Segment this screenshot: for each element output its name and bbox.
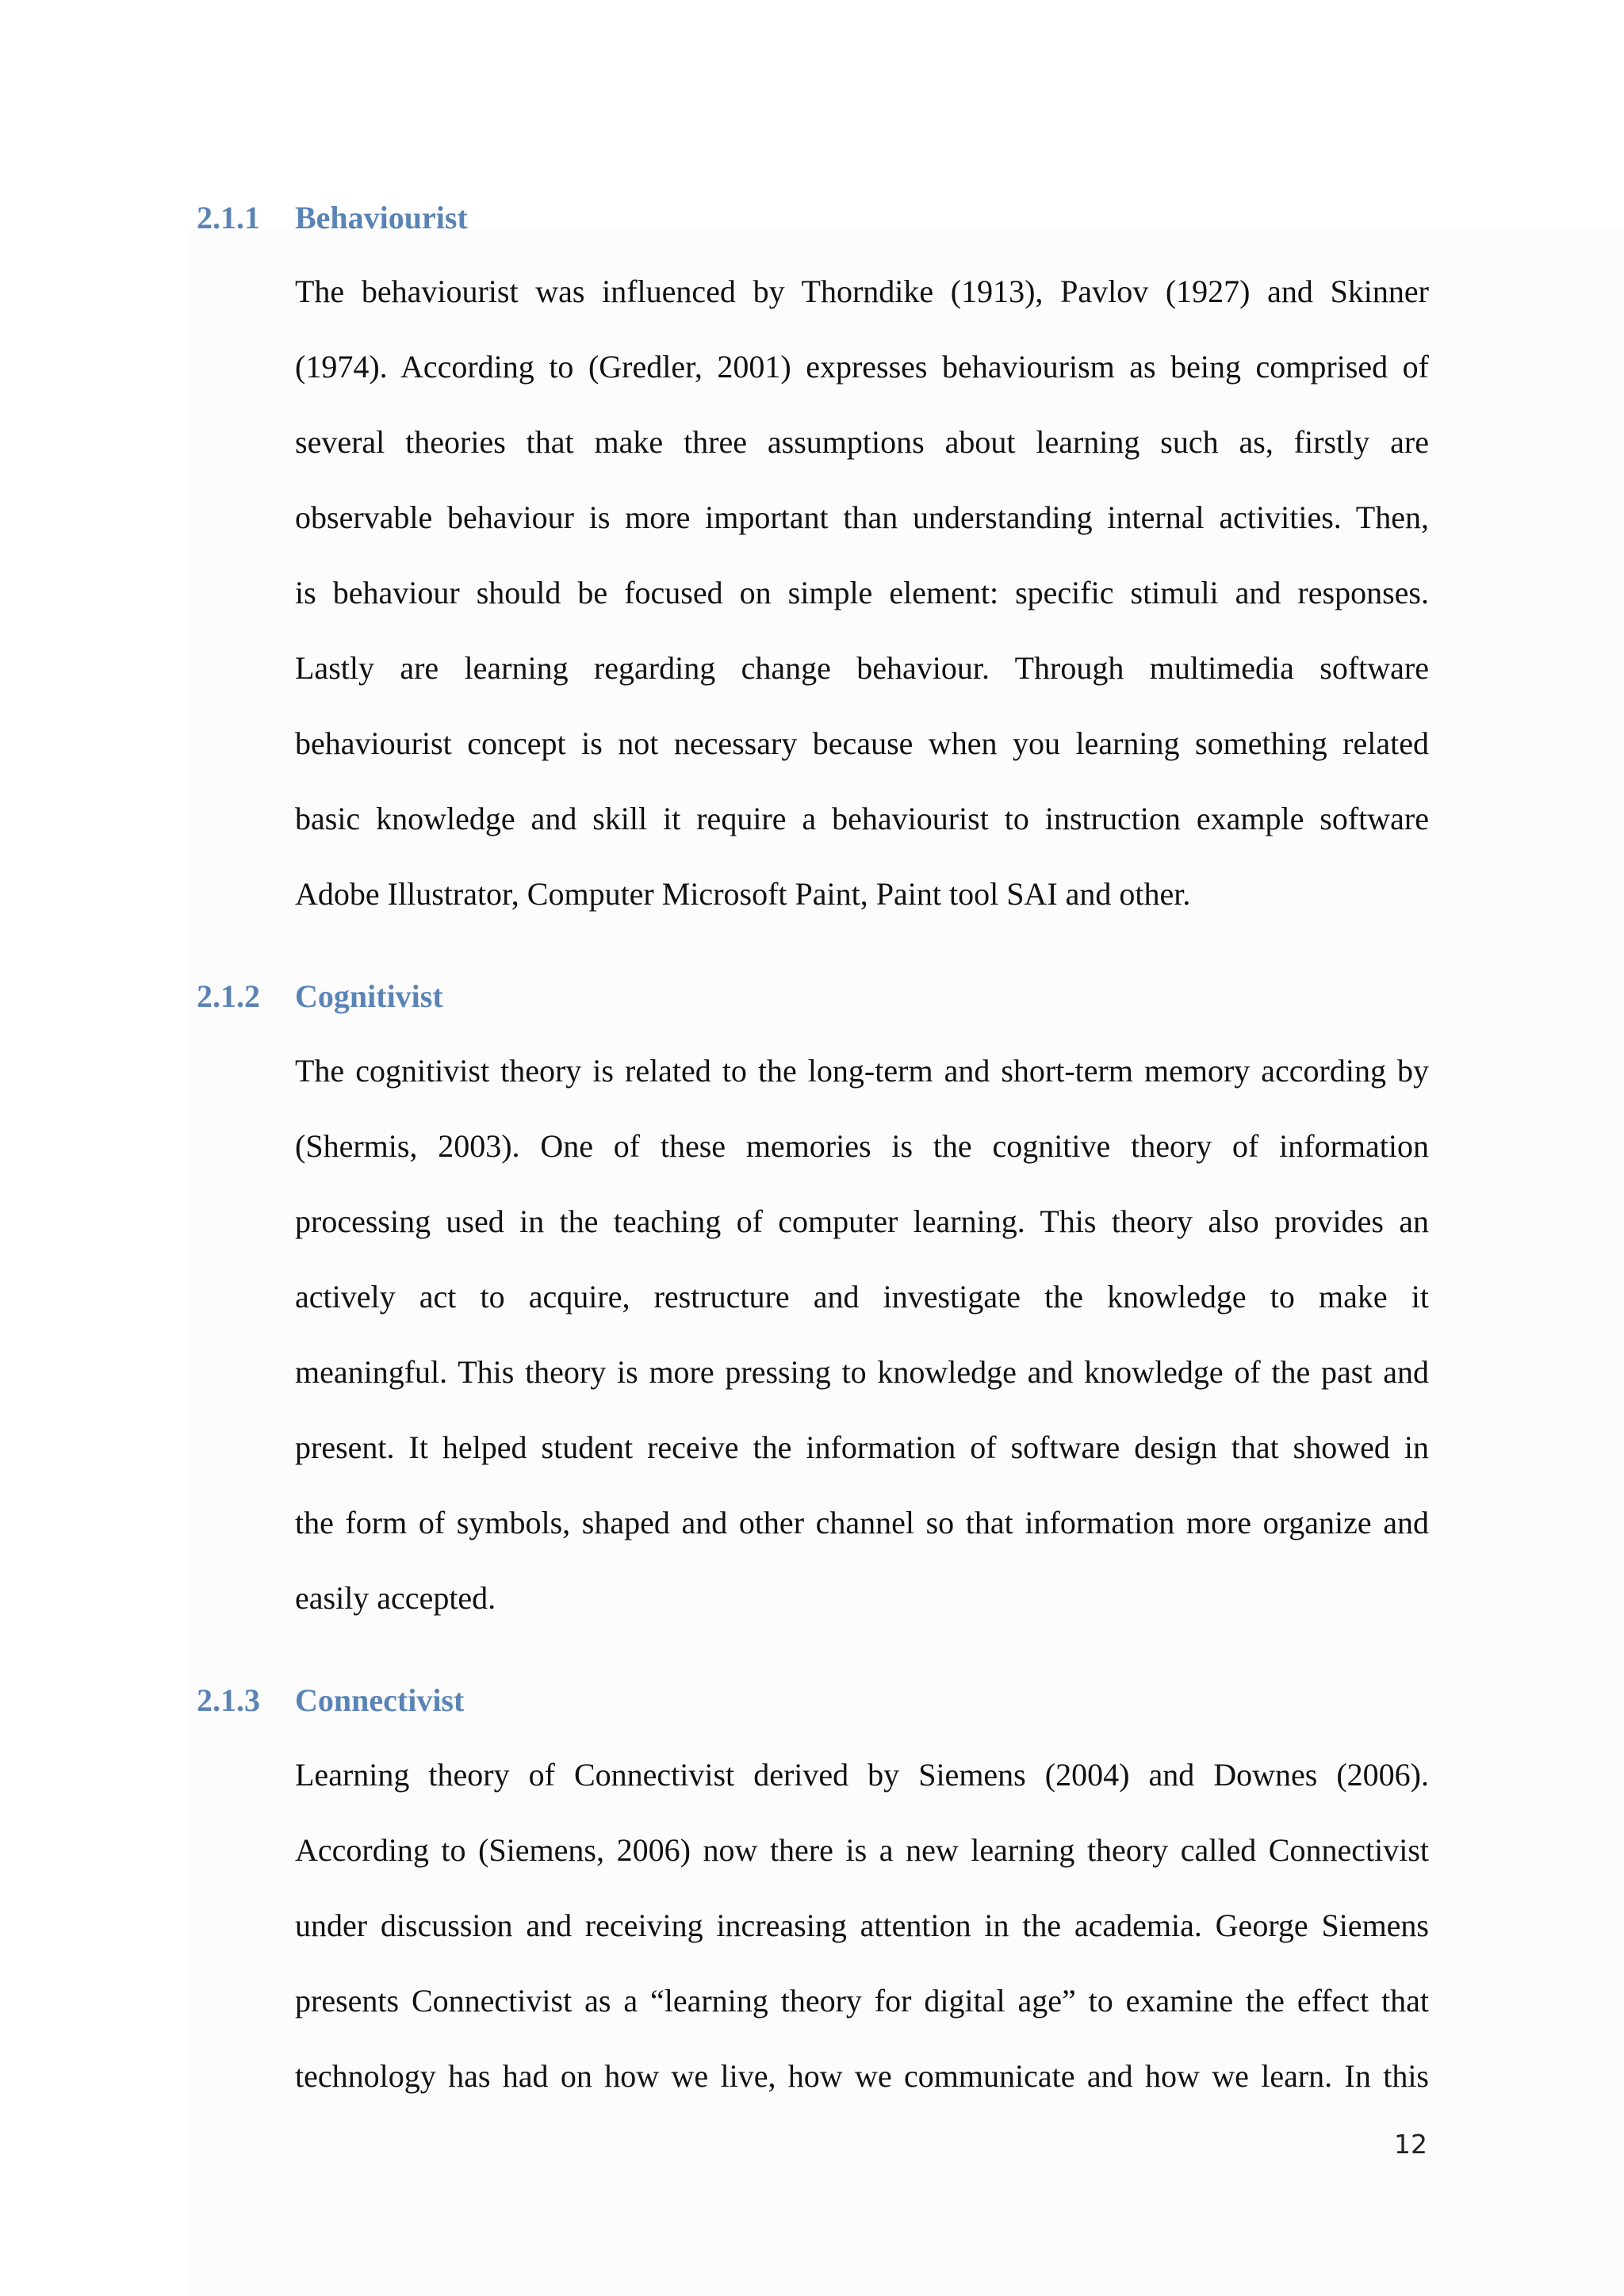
paragraph-line: observable behaviour is more important than understanding internal activities. Then,: [295, 499, 1429, 535]
section-title: Connectivist: [295, 1682, 465, 1718]
paragraph-line: (Shermis, 2003). One of these memories is the cognitive theory of information: [295, 1128, 1429, 1164]
section-heading: [197, 972, 443, 1020]
paragraph-line: (1974). According to (Gredler, 2001) expresses behaviourism as being comprised of: [295, 349, 1429, 385]
section-title: Cognitivist: [295, 978, 443, 1014]
paragraph-line: under discussion and receiving increasing attention in the academia. George Siemens: [295, 1908, 1429, 1943]
paragraph-line: processing used in the teaching of computer learning. This theory also provides an: [295, 1203, 1429, 1239]
section-title: Behaviourist: [295, 199, 468, 235]
section-heading: [197, 193, 468, 241]
paragraph-line: present. It helped student receive the information of software design that showed in: [295, 1429, 1429, 1465]
paragraph-line: meaningful. This theory is more pressing to knowledge and knowledge of the past and: [295, 1354, 1429, 1390]
paragraph-line: basic knowledge and skill it require a behaviourist to instruction example software: [295, 801, 1429, 836]
section-heading: [197, 1676, 464, 1724]
paragraph-line: the form of symbols, shaped and other channel so that information more organize and: [295, 1505, 1429, 1540]
paragraph-line: Learning theory of Connectivist derived by Siemens (2004) and Downes (2006).: [295, 1757, 1429, 1793]
paragraph-line: Adobe Illustrator, Computer Microsoft Paint, Paint tool SAI and other.: [295, 876, 1191, 912]
page-number: 12: [1394, 2129, 1427, 2160]
paragraph-line: several theories that make three assumptions about learning such as, firstly are: [295, 424, 1429, 460]
paragraph-line: behaviourist concept is not necessary because when you learning something related: [295, 725, 1429, 761]
section-number: 2.1.2: [197, 978, 260, 1014]
paragraph-line: The behaviourist was influenced by Thorndike (1913), Pavlov (1927) and Skinner: [295, 274, 1429, 309]
paragraph-line: actively act to acquire, restructure and investigate the knowledge to make it: [295, 1279, 1429, 1314]
section-number: 2.1.1: [197, 199, 260, 235]
paragraph-line: Lastly are learning regarding change behaviour. Through multimedia software: [295, 650, 1429, 686]
paragraph-line: presents Connectivist as a “learning theory for digital age” to examine the effect that: [295, 1983, 1429, 2019]
paragraph-line: According to (Siemens, 2006) now there is a new learning theory called Connectivist: [295, 1832, 1429, 1868]
paragraph-line: The cognitivist theory is related to the long-term and short-term memory according by: [295, 1053, 1429, 1089]
paragraph-line: easily accepted.: [295, 1580, 496, 1616]
paragraph-line: is behaviour should be focused on simple element: specific stimuli and responses.: [295, 575, 1429, 610]
paragraph-line: technology has had on how we live, how we communicate and how we learn. In this: [295, 2058, 1429, 2094]
section-number: 2.1.3: [197, 1682, 260, 1718]
